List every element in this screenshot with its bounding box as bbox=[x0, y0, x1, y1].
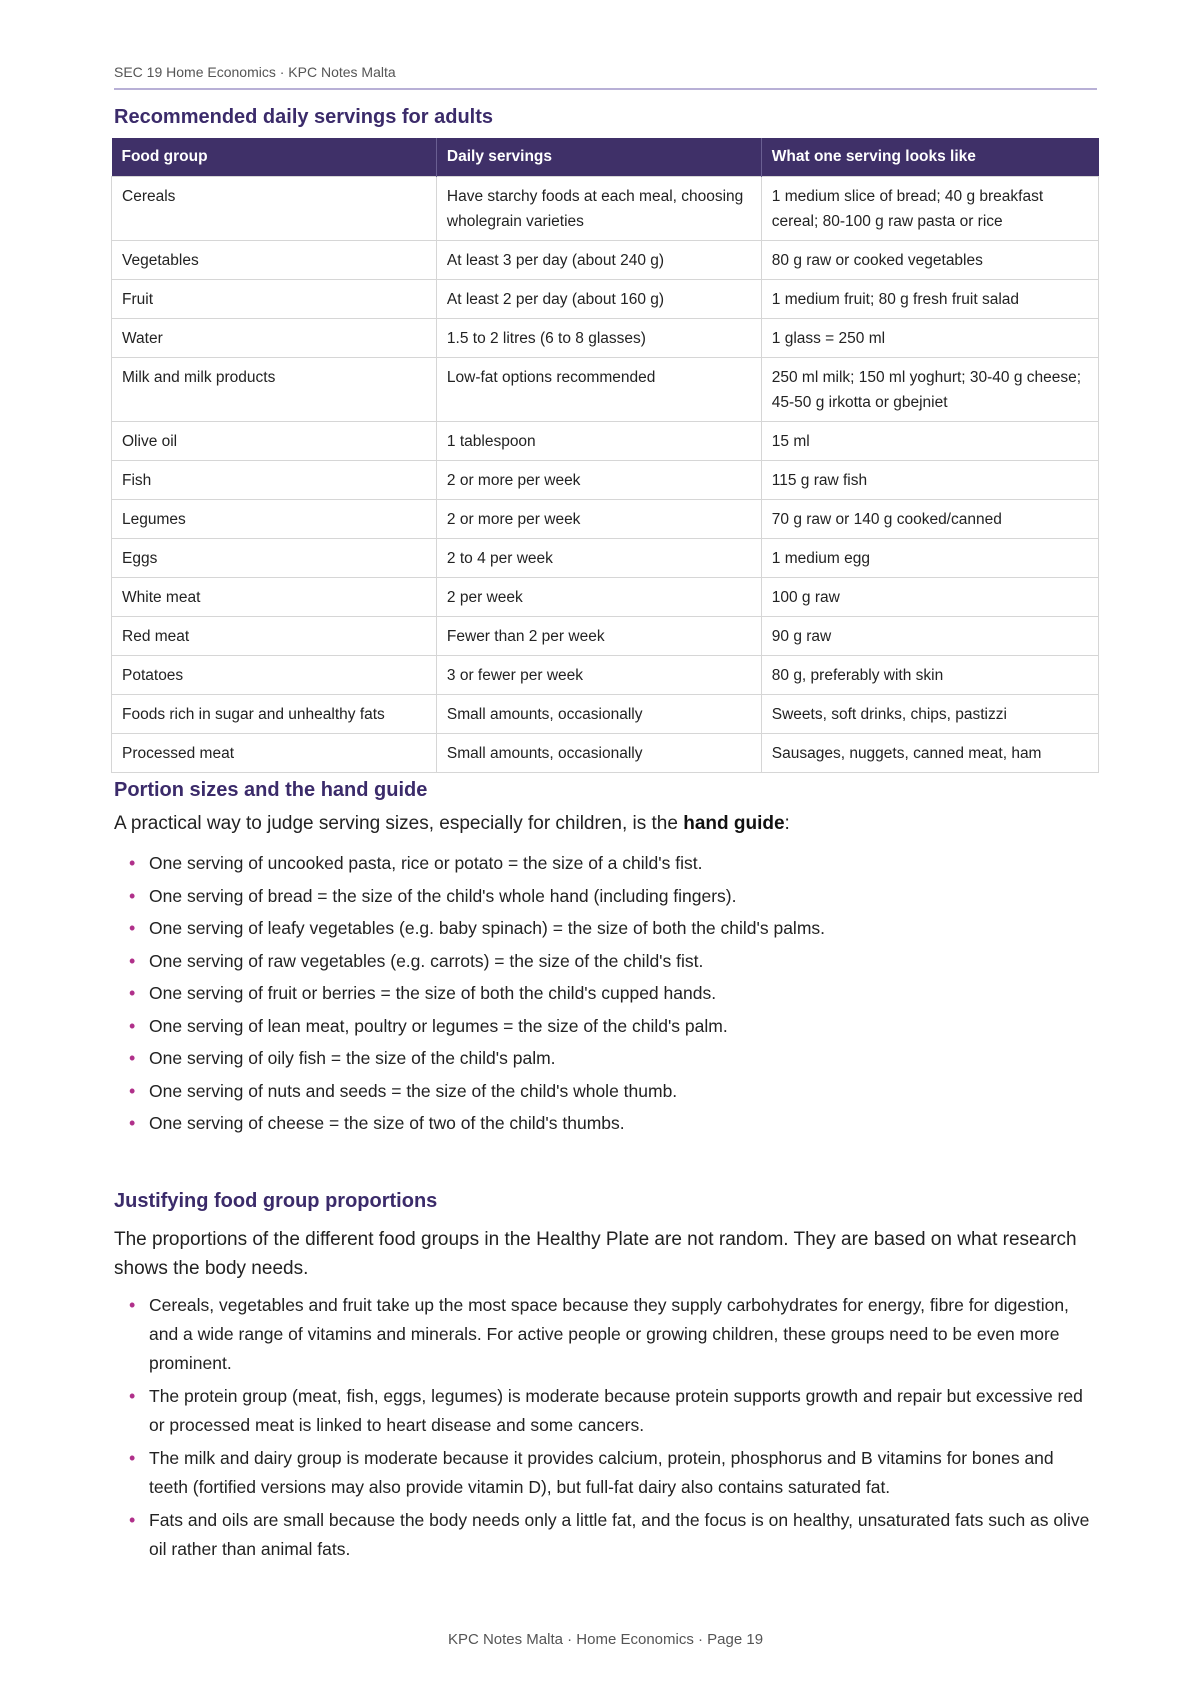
bullet-icon: • bbox=[129, 1448, 136, 1468]
table-cell: 2 or more per week bbox=[436, 500, 761, 539]
bullet-icon: • bbox=[129, 853, 136, 873]
section-title-daily-servings: Recommended daily servings for adults bbox=[114, 106, 493, 128]
list-item-text: One serving of cheese = the size of two of the child's thumbs. bbox=[149, 1113, 625, 1133]
table-cell: 1 medium slice of bread; 40 g breakfast cereal; 80-100 g raw pasta or rice bbox=[761, 177, 1098, 241]
bullet-icon: • bbox=[129, 1048, 136, 1068]
table-cell: Low-fat options recommended bbox=[436, 358, 761, 422]
table-cell: 15 ml bbox=[761, 422, 1098, 461]
list-item bbox=[114, 1291, 1097, 1378]
list-item bbox=[114, 1111, 1097, 1144]
table-row bbox=[112, 734, 1099, 773]
list-item-text: One serving of leafy vegetables (e.g. baby spinach) = the size of both the child's palms. bbox=[149, 918, 826, 938]
intro-text: A practical way to judge serving sizes, especially for children, is the bbox=[114, 813, 684, 834]
table-row bbox=[112, 617, 1099, 656]
list-item-text: One serving of nuts and seeds = the size of the child's whole thumb. bbox=[149, 1080, 678, 1101]
proportions-intro: The proportions of the different food groups in the Healthy Plate are not random. They are based on what research shows the body needs. bbox=[114, 1229, 1077, 1279]
table-cell: At least 2 per day (about 160 g) bbox=[436, 280, 761, 319]
list-item-text: The milk and dairy group is moderate because it provides calcium, protein, phosphorus and B vitamins for bones and teeth (fortified versions may also provide vitamin D), but full-fat dairy also contains saturated fat. bbox=[149, 1448, 1054, 1497]
list-item bbox=[114, 1046, 1097, 1079]
table-cell: Milk and milk products bbox=[112, 358, 437, 422]
list-item-text: Cereals, vegetables and fruit take up the most space because they supply carbohydrates for energy, fibre for digestion, and a wide range of vitamins and minerals. For active people or growing children, these groups need to be even more prominent. bbox=[149, 1295, 1069, 1373]
table-cell: 115 g raw fish bbox=[761, 461, 1098, 500]
table-cell: 2 per week bbox=[436, 578, 761, 617]
bullet-icon: • bbox=[129, 1295, 136, 1315]
table-cell: Potatoes bbox=[112, 656, 437, 695]
bullet-icon: • bbox=[129, 1113, 136, 1133]
table-cell: Foods rich in sugar and unhealthy fats bbox=[112, 695, 437, 734]
column-header: Daily servings bbox=[436, 138, 761, 177]
list-item-text: One serving of raw vegetables (e.g. carrots) = the size of the child's fist. bbox=[149, 950, 704, 971]
table-cell: 1 medium fruit; 80 g fresh fruit salad bbox=[761, 280, 1098, 319]
servings-table bbox=[111, 138, 1099, 773]
bullet-icon: • bbox=[129, 1510, 136, 1530]
list-item bbox=[114, 1444, 1097, 1502]
page-footer: KPC Notes Malta · Home Economics · Page 19 bbox=[447, 1631, 764, 1648]
list-item-text: One serving of fruit or berries = the size of both the child's cupped hands. bbox=[149, 983, 717, 1003]
bullet-icon: • bbox=[129, 983, 136, 1003]
bullet-icon: • bbox=[129, 918, 136, 938]
table-cell: 1 medium egg bbox=[761, 539, 1098, 578]
list-item bbox=[114, 981, 1097, 1014]
table-cell: Legumes bbox=[112, 500, 437, 539]
table-cell: 1 glass = 250 ml bbox=[761, 319, 1098, 358]
proportions-list bbox=[114, 1291, 1097, 1568]
list-item-text: One serving of uncooked pasta, rice or potato = the size of a child's fist. bbox=[149, 853, 703, 873]
list-item-text: One serving of lean meat, poultry or legumes = the size of the child's palm. bbox=[149, 1015, 728, 1036]
table-cell: Fruit bbox=[112, 280, 437, 319]
table-cell: White meat bbox=[112, 578, 437, 617]
list-item bbox=[114, 916, 1097, 949]
table-cell: Have starchy foods at each meal, choosing wholegrain varieties bbox=[436, 177, 761, 241]
table-row bbox=[112, 539, 1099, 578]
table-row bbox=[112, 695, 1099, 734]
table-cell: 2 to 4 per week bbox=[436, 539, 761, 578]
section-title-hand-guide: Portion sizes and the hand guide bbox=[114, 779, 428, 801]
table-cell: 80 g, preferably with skin bbox=[761, 656, 1098, 695]
table-row bbox=[112, 358, 1099, 422]
table-body bbox=[112, 177, 1099, 773]
table-cell: Fewer than 2 per week bbox=[436, 617, 761, 656]
bullet-icon: • bbox=[129, 1080, 136, 1101]
list-item-text: Fats and oils are small because the body needs only a little fat, and the focus is on healthy, unsaturated fats such as olive oil rather than animal fats. bbox=[149, 1510, 1090, 1559]
table-cell: 1 tablespoon bbox=[436, 422, 761, 461]
table-cell: 1.5 to 2 litres (6 to 8 glasses) bbox=[436, 319, 761, 358]
table-cell: 250 ml milk; 150 ml yoghurt; 30-40 g cheese; 45-50 g irkotta or gbejniet bbox=[761, 358, 1098, 422]
bullet-icon: • bbox=[129, 1386, 136, 1406]
table-row bbox=[112, 461, 1099, 500]
list-item-text: One serving of oily fish = the size of the child's palm. bbox=[149, 1048, 556, 1068]
hand-guide-list bbox=[114, 851, 1097, 1144]
table-row bbox=[112, 241, 1099, 280]
table-cell: 80 g raw or cooked vegetables bbox=[761, 241, 1098, 280]
table-row bbox=[112, 319, 1099, 358]
section-title-proportions: Justifying food group proportions bbox=[114, 1190, 438, 1212]
bullet-icon: • bbox=[129, 1015, 136, 1036]
table-row bbox=[112, 656, 1099, 695]
list-item-text: The protein group (meat, fish, eggs, legumes) is moderate because protein supports growth and repair but excessive red or processed meat is linked to heart disease and some cancers. bbox=[149, 1386, 1083, 1435]
table-cell: Eggs bbox=[112, 539, 437, 578]
list-item-text: One serving of bread = the size of the child's whole hand (including fingers). bbox=[149, 885, 737, 906]
table-cell: 70 g raw or 140 g cooked/canned bbox=[761, 500, 1098, 539]
running-header: SEC 19 Home Economics · KPC Notes Malta bbox=[114, 64, 1097, 90]
table-cell: Olive oil bbox=[112, 422, 437, 461]
table-row bbox=[112, 280, 1099, 319]
hand-guide-intro bbox=[114, 809, 1097, 838]
table-cell: 3 or fewer per week bbox=[436, 656, 761, 695]
column-header: Food group bbox=[112, 138, 437, 177]
table-cell: Small amounts, occasionally bbox=[436, 734, 761, 773]
table-header-row bbox=[112, 138, 1099, 177]
table-row bbox=[112, 422, 1099, 461]
table-cell: Processed meat bbox=[112, 734, 437, 773]
bullet-icon: • bbox=[129, 885, 136, 906]
list-item bbox=[114, 851, 1097, 884]
column-header: What one serving looks like bbox=[761, 138, 1098, 177]
table-cell: Red meat bbox=[112, 617, 437, 656]
list-item bbox=[114, 884, 1097, 917]
table-cell: Sausages, nuggets, canned meat, ham bbox=[761, 734, 1098, 773]
list-item bbox=[114, 1382, 1097, 1440]
bullet-icon: • bbox=[129, 950, 136, 971]
table-cell: Sweets, soft drinks, chips, pastizzi bbox=[761, 695, 1098, 734]
list-item bbox=[114, 1014, 1097, 1047]
table-cell: At least 3 per day (about 240 g) bbox=[436, 241, 761, 280]
table-cell: Small amounts, occasionally bbox=[436, 695, 761, 734]
list-item bbox=[114, 949, 1097, 982]
table-cell: Fish bbox=[112, 461, 437, 500]
table-row bbox=[112, 500, 1099, 539]
table-cell: Cereals bbox=[112, 177, 437, 241]
list-item bbox=[114, 1079, 1097, 1112]
table-cell: 2 or more per week bbox=[436, 461, 761, 500]
table-cell: 90 g raw bbox=[761, 617, 1098, 656]
table-cell: 100 g raw bbox=[761, 578, 1098, 617]
list-item bbox=[114, 1506, 1097, 1564]
table-cell: Water bbox=[112, 319, 437, 358]
table-row bbox=[112, 578, 1099, 617]
intro-text: : bbox=[784, 813, 790, 834]
table-row bbox=[112, 177, 1099, 241]
table-cell: Vegetables bbox=[112, 241, 437, 280]
intro-bold-term: hand guide bbox=[683, 813, 785, 834]
